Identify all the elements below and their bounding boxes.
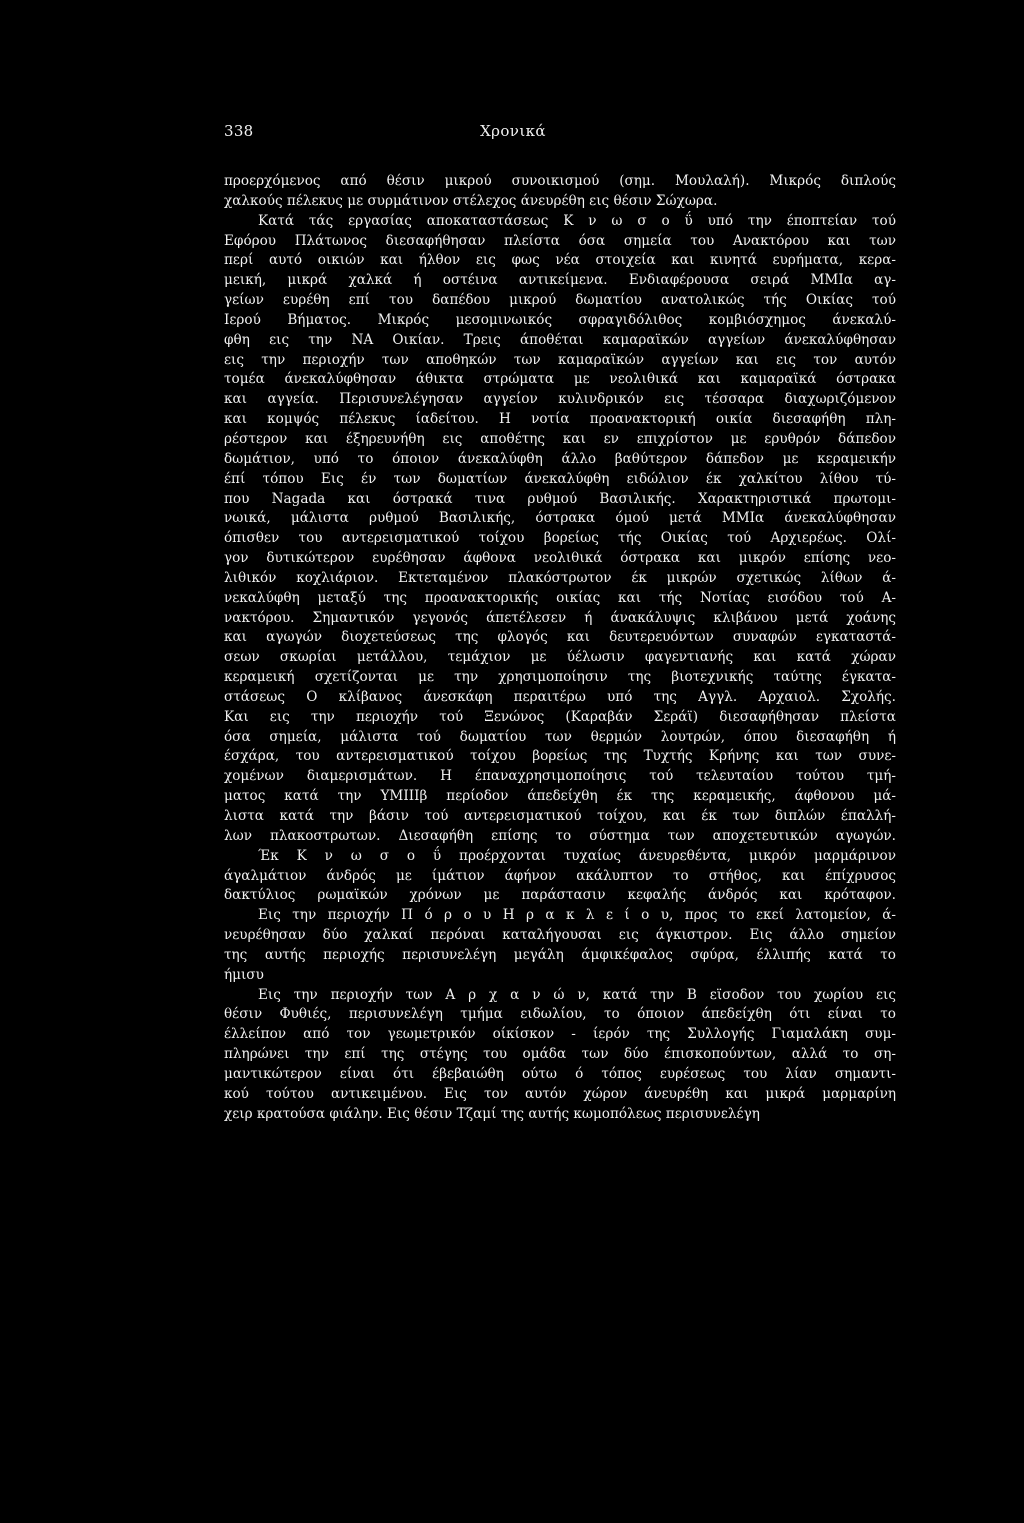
text-line: όσα σημεία, μάλιστα τού δωματίου των θερμών λουτρών, όπου διεσαφήθη ή [224,728,896,745]
text-line: νεκαλύφθη μεταξύ της προανακτορικής οικίας και τής Νοτίας εισόδου τού Α- [224,589,896,606]
text-line: και αγωγών διοχετεύσεως της φλογός και δευτερευόντων συναφών εγκαταστά- [224,629,896,646]
text-line: εις την περιοχήν των αποθηκών των καμαραϊκών αγγείων και εις τον αυτόν [224,351,896,368]
text-line: έλλείπον από τον γεωμετρικόν οίκίσκον - ίερόν της Συλλογής Γιαμαλάκη συμ- [224,1026,896,1043]
text-line: έσχάρα, του αντερεισματικού τοίχου βορείως της Τυχτής Κρήνης και των συνε- [224,748,896,765]
text-line: και κομψός πέλεκυς ίαδείτου. Η νοτία προανακτορική οικία διεσαφήθη πλη- [224,411,896,428]
text-line: γείων ευρέθη επί του δαπέδου μικρού δωματίου ανατολικώς τής Οικίας τού [224,292,896,309]
text-line: νευρέθησαν δύο χαλκαί περόναι καταλήγουσαι εις άγκιστρον. Εις άλλο σημείον [224,927,896,944]
text-line: δωμάτιον, υπό το όποιον άνεκαλύφθη άλλο βαθύτερον δάπεδον με κεραμεικήν [224,450,896,467]
text-line: και αγγεία. Περισυνελέγησαν αγγείον κυλινδρικόν εις τέσσαρα διαχωριζόμενον [224,391,896,408]
text-line: Και εις την περιοχήν τού Ξενώνος (Καραβάν Σεράϊ) διεσαφήθησαν πλείστα [224,708,896,725]
text-line: άγαλμάτιον άνδρός με ίμάτιον άφήνον ακάλυπτον το στήθος, και έπίχρυσος [224,867,896,884]
text-line: φθη εις την ΝΑ Οικίαν. Τρεις άποθέται καμαραϊκών αγγείων άνεκαλύφθησαν [224,331,896,348]
text-line: περί αυτό οικιών και ήλθον εις φως νέα στοιχεία και κινητά ευρήματα, κερα- [224,252,896,269]
text-line: κεραμεική σχετίζονται με την χρησιμοποίησιν της βιοτεχνικής ταύτης έγκατα- [224,669,896,686]
text-line: θέσιν Φυθιές, περισυνελέγη τμήμα ειδωλίου, το όποιον άπεδείχθη ότι είναι το [224,1006,896,1023]
page-number: 338 [224,122,254,140]
text-line: ματος κατά την ΥΜΙΙΙβ περίοδον άπεδείχθη έκ της κεραμεικής, άφθονου μά- [224,788,896,805]
text-line: Κατά τάς εργασίας αποκαταστάσεως Κ ν ω σ ο ΰ υπό την έποπτείαν τού [258,212,896,229]
text-line: Ιερού Βήματος. Μικρός μεσομινωικός σφραγιδόλιθος κομβιόσχημος άνεκαλύ- [224,311,896,328]
text-line: λιθικόν κοχλιάριον. Εκτεταμένον πλακόστρωτον έκ μικρών σχετικώς λίθων ά- [224,569,896,586]
text-line: κού τούτου αντικειμένου. Εις τον αυτόν χώρον άνευρέθη και μικρά μαρμαρίνη [224,1085,896,1102]
text-line: όπισθεν του αντερεισματικού τοίχου βορείως τής Οικίας τού Αρχιερέως. Ολί- [224,530,896,547]
text-line: στάσεως Ο κλίβανος άνεσκάφη περαιτέρω υπό της Αγγλ. Αρχαιολ. Σχολής. [224,688,896,705]
text-line: πληρώνει την επί της στέγης του ομάδα των δύο έπισκοπούντων, αλλά το ση- [224,1046,896,1063]
text-line: έπί τόπου Εις έν των δωματίων άνεκαλύφθη ειδώλιον έκ χαλκίτου λίθου τύ- [224,470,896,487]
text-line: σεων σκωρίαι μετάλλου, τεμάχιον με ύέλωσιν φαγεντιανής και κατά χώραν [224,649,896,666]
text-line: μεική, μικρά χαλκά ή οστέινα αντικείμενα. Ενδιαφέρουσα σειρά ΜΜΙα αγ- [224,272,896,289]
text-line: ήμισυ [224,966,264,983]
text-line: χειρ κρατούσα φιάλην. Εις θέσιν Τζαμί της αυτής κωμοπόλεως περισυνελέγη [224,1105,760,1122]
text-line: δακτύλιος ρωμαϊκών χρόνων με παράστασιν κεφαλής άνδρός και κρόταφον. [224,887,896,904]
text-line: ρέστερον και έξηρευνήθη εις αποθέτης και εν επιχρίστον με ερυθρόν δάπεδον [224,430,896,447]
text-line: μαντικώτερον είναι ότι έβεβαιώθη ούτω ό τόπος ευρέσεως του λίαν σημαντι- [224,1065,896,1082]
body-text [224,172,896,1125]
running-title: Χρονικά [480,122,546,140]
text-line: προερχόμενος από θέσιν μικρού συνοικισμού (σημ. Μουλαλή). Μικρός διπλούς [224,173,896,189]
text-line: νακτόρου. Σημαντικόν γεγονός άπετέλεσεν ή άνακάλυψις κλιβάνου μετά χοάνης [224,609,896,626]
text-line: λιστα κατά την βάσιν τού αντερεισματικού τοίχου, και έκ των διπλών έπαλλή- [224,808,896,824]
text-line: λων πλακοστρωτων. Διεσαφήθη επίσης το σύστημα των αποχετευτικών αγωγών. [224,827,896,844]
text-line: νωικά, μάλιστα ρυθμού Βασιλικής, όστρακα όμού μετά ΜΜΙα άνεκαλύφθησαν [224,510,896,527]
text-line: χαλκούς πέλεκυς με συρμάτινον στέλεχος άνευρέθη εις θέσιν Σώχωρα. [224,192,718,209]
text-line: Εις την περιοχήν Π ό ρ ο υ Η ρ α κ λ ε ί ο υ, προς το εκεί λατομείον, ά- [258,907,896,924]
text-line: χομένων διαμερισμάτων. Η έπαναχρησιμοποίησις τού τελευταίου τούτου τμή- [224,768,896,785]
text-line: τομέα άνεκαλύφθησαν άθικτα στρώματα με νεολιθικά και καμαραϊκά όστρακα [224,371,896,388]
text-line: Εις την περιοχήν των Α ρ χ α ν ώ ν, κατά την Β εϊσοδον του χωρίου εις [258,986,896,1003]
text-line: Έκ Κ ν ω σ ο ΰ προέρχονται τυχαίως άνευρεθέντα, μικρόν μαρμάρινον [258,847,896,864]
text-line: που Nagada και όστρακά τινα ρυθμού Βασιλικής. Χαρακτηριστικά πρωτομι- [224,490,896,507]
text-line: της αυτής περιοχής περισυνελέγη μεγάλη άμφικέφαλος σφύρα, έλλιπής κατά το [224,946,896,963]
text-line: Εφόρου Πλάτωνος διεσαφήθησαν πλείστα όσα σημεία του Ανακτόρου και των [224,232,896,249]
text-line: γον δυτικώτερον ευρέθησαν άφθονα νεολιθικά όστρακα και μικρόν επίσης νεο- [224,550,896,567]
